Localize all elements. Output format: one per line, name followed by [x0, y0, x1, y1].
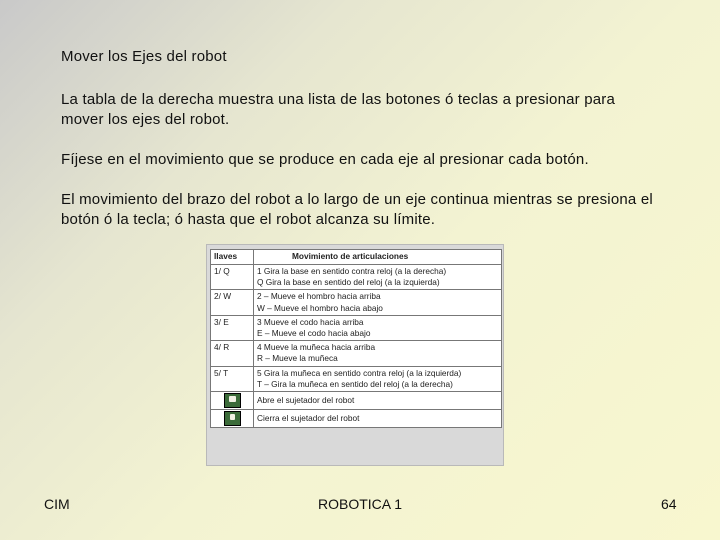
table-row	[211, 410, 502, 428]
row-desc	[254, 290, 502, 315]
row-key: 5/ T	[211, 366, 254, 391]
row-desc-line: 4 Mueve la muñeca hacia arriba	[257, 342, 376, 353]
gripper-open-icon	[224, 393, 241, 408]
row-key: 3/ E	[211, 315, 254, 340]
row-key: 2/ W	[211, 290, 254, 315]
row-desc	[254, 315, 502, 340]
row-desc	[254, 341, 502, 366]
row-desc: Cierra el sujetador del robot	[254, 410, 502, 428]
row-desc-line: 1 Gira la base en sentido contra reloj (a la derecha)	[257, 266, 447, 276]
row-key: 4/ R	[211, 341, 254, 366]
row-desc-line: W – Mueve el hombro hacia abajo	[257, 302, 383, 313]
footer-center: ROBOTICA 1	[318, 496, 403, 512]
footer-left: CIM	[44, 496, 70, 512]
paragraph-2: Fíjese en el movimiento que se produce en cada eje al presionar cada botón.	[61, 151, 589, 168]
row-desc	[254, 265, 502, 290]
row-desc: Abre el sujetador del robot	[254, 392, 502, 410]
header-movement: Movimiento de articulaciones	[254, 250, 502, 265]
key-table-image	[206, 244, 504, 466]
page-number: 64	[661, 496, 677, 512]
table-row	[211, 265, 502, 290]
row-desc-line: 5 Gira la muñeca en sentido contra reloj (a la izquierda)	[257, 367, 462, 378]
row-key: 1/ Q	[211, 265, 254, 290]
table-header-row	[211, 250, 502, 265]
table-row	[211, 392, 502, 410]
row-desc-line: R – Mueve la muñeca	[257, 353, 338, 364]
row-desc-line: 2 – Mueve el hombro hacia arriba	[257, 291, 381, 302]
row-desc-line: 3 Mueve el codo hacia arriba	[257, 316, 364, 327]
paragraph-1: La tabla de la derecha muestra una lista de las botones ó teclas a presionar para mover los ejes del robot.	[61, 91, 616, 128]
table-row	[211, 341, 502, 366]
key-table	[210, 249, 502, 428]
row-desc-line: E – Mueve el codo hacia abajo	[257, 328, 371, 339]
row-desc-line: Q Gira la base en sentido del reloj (a la izquierda)	[257, 277, 440, 288]
table-row	[211, 290, 502, 315]
table-row	[211, 366, 502, 391]
table-row	[211, 315, 502, 340]
gripper-close-icon	[224, 411, 241, 426]
paragraph-3: El movimiento del brazo del robot a lo largo de un eje continua mientras se presiona el botón ó la tecla; ó hasta que el robot alcanza su límite.	[61, 191, 653, 228]
row-desc-line: T – Gira la muñeca en sentido del reloj (a la derecha)	[257, 378, 453, 389]
header-keys: llaves	[211, 250, 254, 265]
slide-title: Mover los Ejes del robot	[61, 48, 227, 65]
row-desc	[254, 366, 502, 391]
